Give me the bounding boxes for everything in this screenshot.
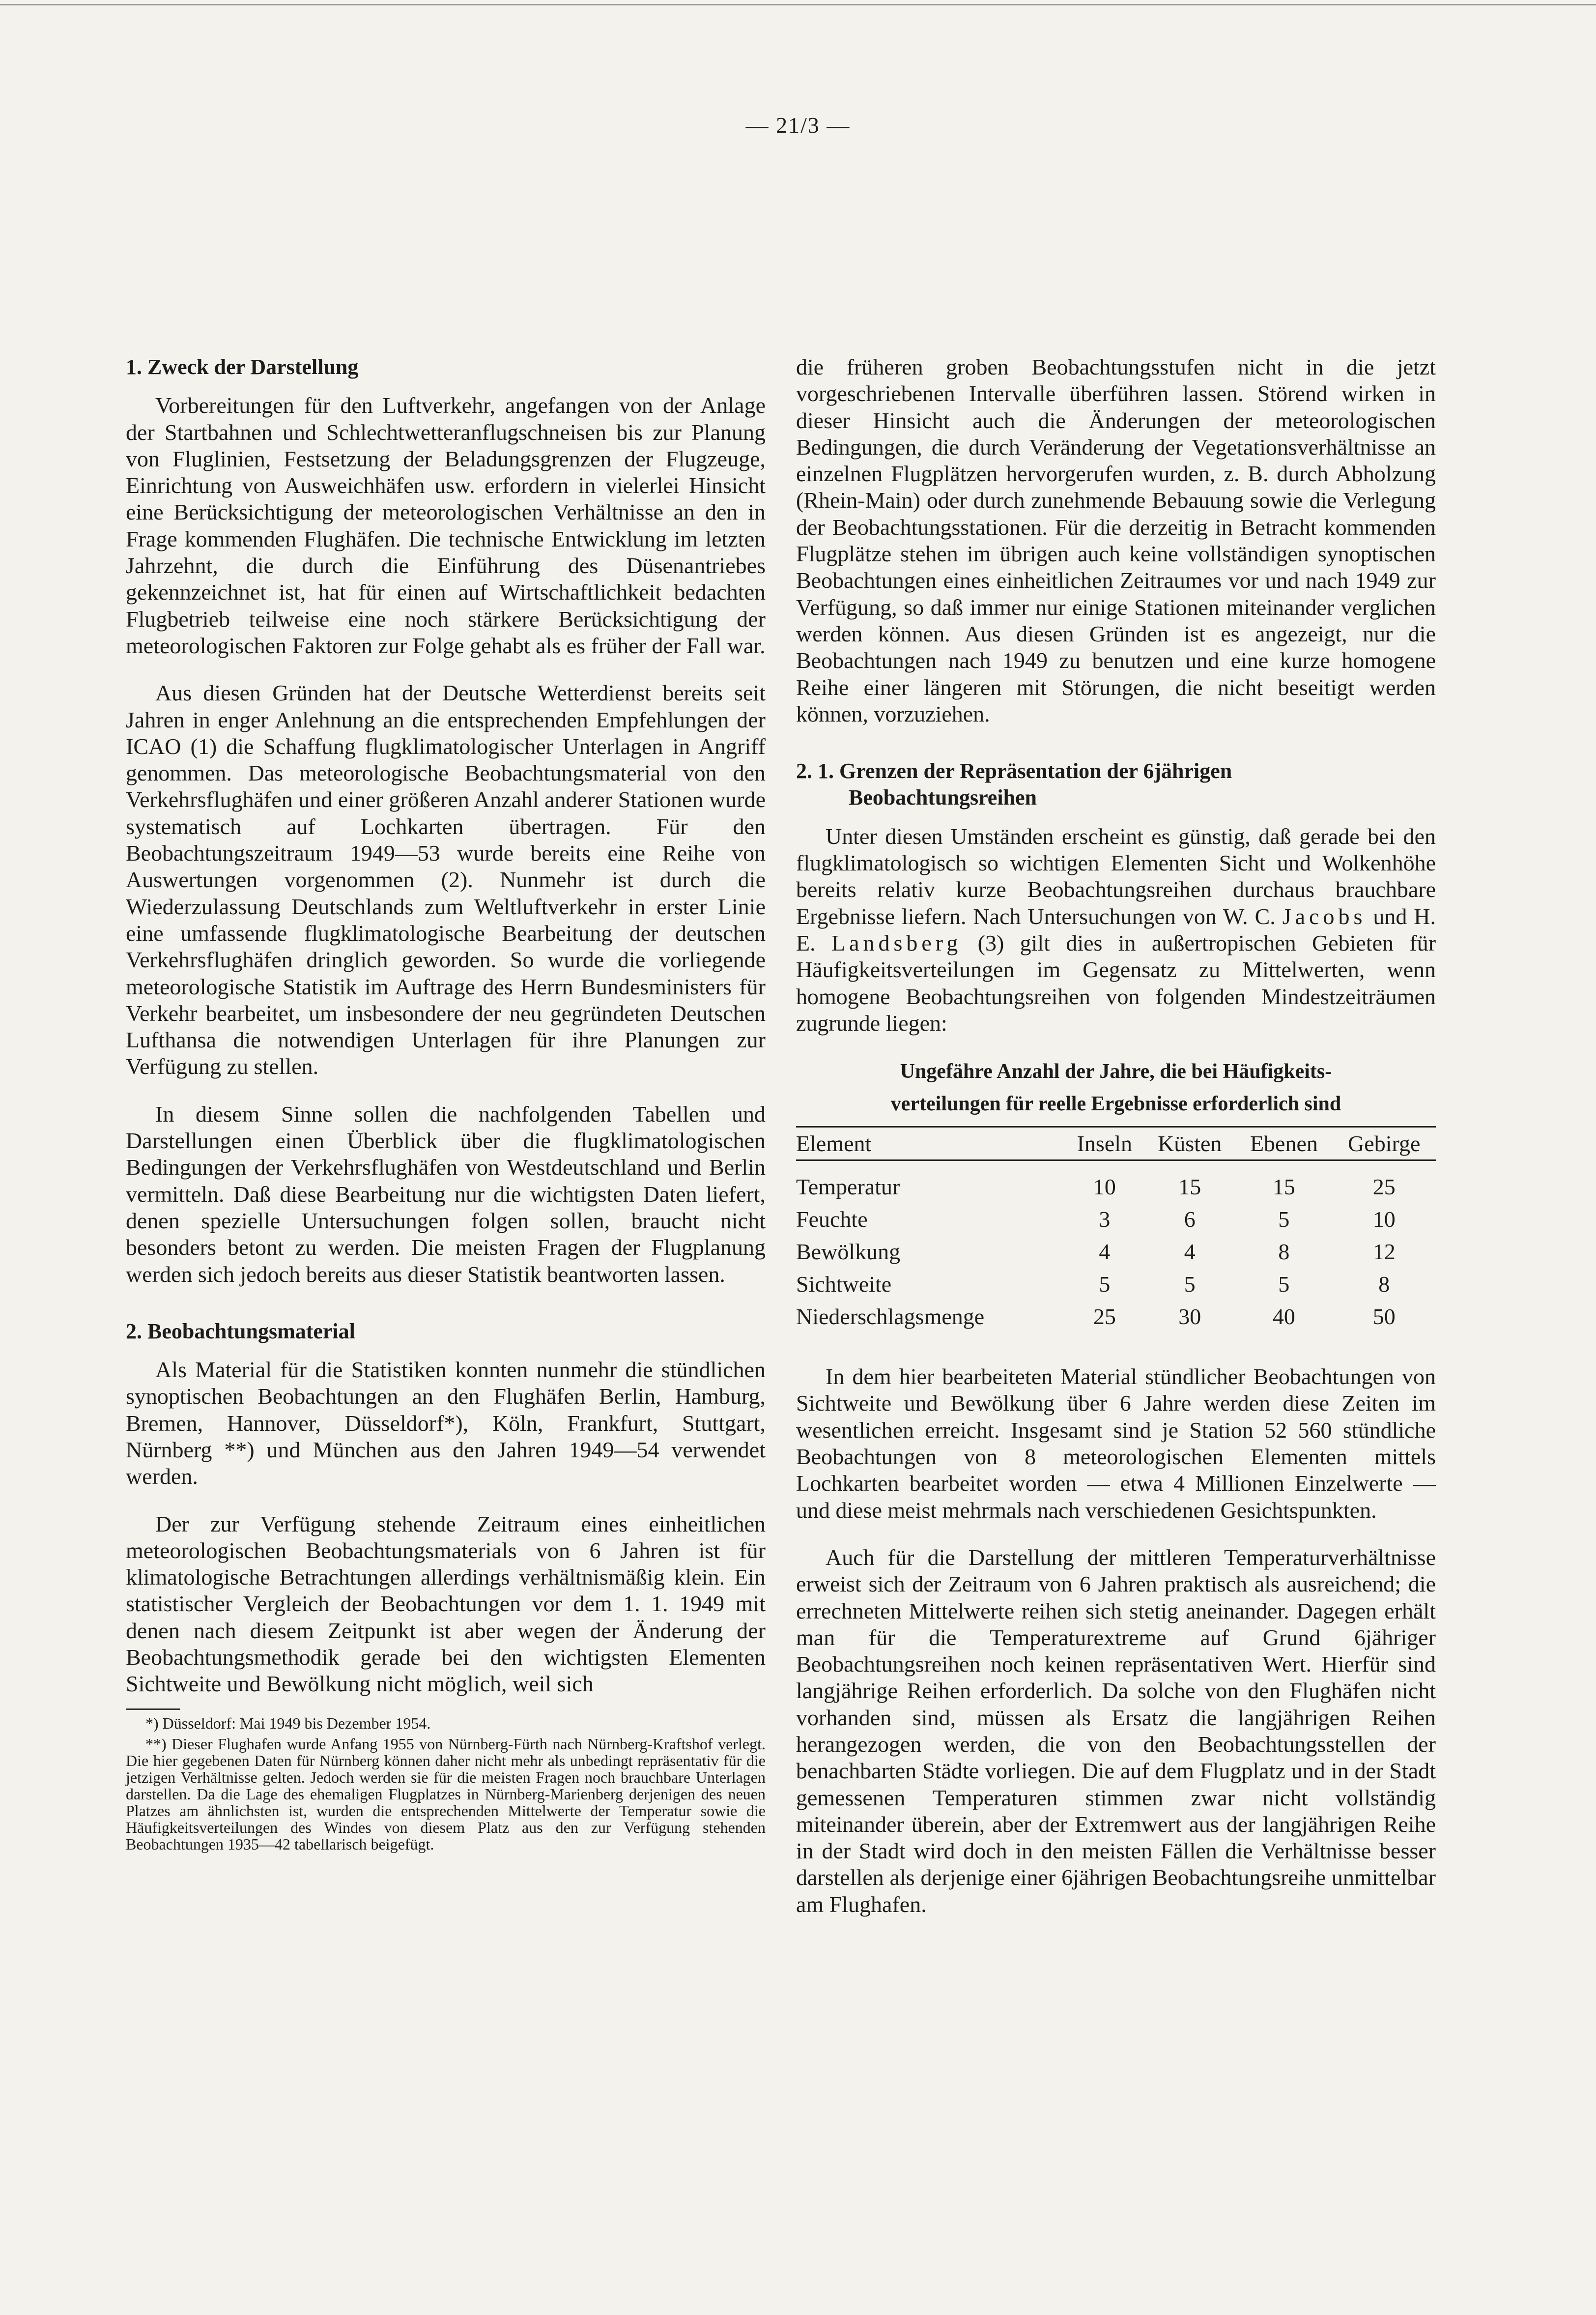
author-name: Jacobs [1282,903,1367,929]
section-2-1-heading-line1: 2. 1. Grenzen der Repräsentation der 6jährigen [796,759,1232,783]
table-cell: 40 [1272,1304,1295,1330]
paragraph: Auch für die Darstellung der mittleren Temperaturverhältnisse erweist sich der Zeitraum von 6 Jahren praktisch als ausreichend; die errechneten Mittelwerte reihen sich stetig aneinander. Dagegen erhält man für die Temperaturextreme auf Grund 6jähriger Beobachtungsreihen noch keinen repräsentativen Wert. Hierfür sind langjährige Reihen erforderlich. Da solche von den Flughäfen nicht vorhanden sind, müssen als Ersatz die langjährigen Reihen herangezogen werden, die von den Beobachtungsstellen der benachbarten Städte vorliegen. Die auf dem Flugplatz und in der Stadt gemessenen Temperaturen stimmen zwar nicht vollständig miteinander überein, aber der Extremwert aus der langjährigen Reihe in der Stadt wird doch in den meisten Fällen die Verhältnisse besser darstellen als derjenige einer 6jährigen Beobachtungsreihe unmittelbar am Flughafen. [796,1544,1436,1917]
table-cell: 25 [1093,1304,1116,1330]
table-header: Gebirge [1332,1127,1436,1160]
page-number: — 21/3 — [745,113,851,138]
paragraph: Der zur Verfügung stehende Zeitraum eines einheitlichen meteorologischen Beobachtungsmaterials von 6 Jahren ist für klimatologische Betrachtungen allerdings verhältnismäßig klein. Ein statistischer Vergleich der Beobachtungen vor dem 1. 1. 1949 mit denen nach diesem Zeitpunkt ist aber wegen der Änderung der Beobachtungsmethodik gerade bei den wichtigsten Elementen Sichtweite und Bewölkung nicht möglich, weil sich [126,1511,766,1697]
table-title-line: Ungefähre Anzahl der Jahre, die bei Häufigkeits- [900,1060,1332,1083]
right-column [796,354,1436,1918]
table-cell: 5 [1184,1272,1196,1297]
table-cell: 25 [1372,1174,1396,1200]
table-cell: 15 [1178,1174,1201,1200]
table-cell: 3 [1099,1207,1111,1232]
paragraph: Aus diesen Gründen hat der Deutsche Wetterdienst bereits seit Jahren in enger Anlehnung an die entsprechenden Empfehlungen der ICAO (1) die Schaffung flugklimatologischer Unterlagen in Angriff genommen. Das meteorologische Beobachtungsmaterial von den Verkehrsflughäfen und einer größeren Anzahl anderer Stationen wurde systematisch auf Lochkarten übertragen. Für den Beobachtungszeitraum 1949—53 wurde bereits eine Reihe von Auswertungen vorgenommen (2). Nunmehr ist durch die Wiederzulassung Deutschlands zum Weltluftverkehr in erster Linie eine umfassende flugklimatologische Bearbeitung der deutschen Verkehrsflughäfen dringlich geworden. So wurde die vorliegende meteorologische Statistik im Auftrage des Herrn Bundesministers für Verkehr bearbeitet, um insbesondere der neu gegründeten Deutschen Lufthansa die notwendigen Unterlagen für ihre Planungen zur Verfügung zu stellen. [126,680,766,1079]
top-border-line [0,4,1596,5]
table-cell: 5 [1099,1272,1111,1297]
left-column [126,354,766,1856]
table-cell: 30 [1178,1304,1201,1330]
author-name: Landsberg [831,930,962,955]
table-row [796,1268,1436,1301]
paragraph: Vorbereitungen für den Luftverkehr, angefangen von der Anlage der Startbahnen und Schlechtwetteranflugschneisen bis zur Planung von Fluglinien, Festsetzung der Beladungsgrenzen der Flugzeuge, Einrichtung von Ausweichhäfen usw. erfordern in vielerlei Hinsicht eine Berücksichtigung der meteorologischen Verhältnisse an den in Frage kommenden Flughäfen. Die technische Entwicklung im letzten Jahrzehnt, die durch die Einführung des Düsenantriebes gekennzeichnet ist, hat für einen auf Wirtschaftlichkeit bedachten Flugbetrieb teilweise eine noch stärkere Berücksichtigung der meteorologischen Faktoren zur Folge gehabt als es früher der Fall war. [126,393,766,658]
table-row [796,1160,1436,1204]
table-cell: Temperatur [796,1174,900,1200]
table-cell: Bewölkung [796,1239,901,1265]
table-cell: Feuchte [796,1207,868,1232]
table-cell: Niederschlagsmenge [796,1304,985,1330]
table-cell: 4 [1099,1239,1111,1265]
table-cell: 5 [1278,1207,1290,1232]
table-cell: 50 [1372,1304,1396,1330]
footnote: **) Dieser Flughafen wurde Anfang 1955 von Nürnberg-Fürth nach Nürnberg-Kraftshof verlegt. Die hier gegebenen Daten für Nürnberg können daher nicht mehr als unbedingt repräsentativ für die jetzigen Verhältnisse gelten. Jedoch werden sie für die meisten Fragen noch brauchbare Unterlagen darstellen. Da die Lage des ehemaligen Flugplatzes in Nürnberg-Marienberg derjenigen des neuen Platzes am ähnlichsten ist, wurden die entsprechenden Mittelwerte der Temperatur sowie die Häufigkeitsverteilungen des Windes von diesem Platz aus den zur Verfügung stehenden Beobachtungen 1935—42 tabellarisch beigefügt. [126,1735,766,1853]
table-cell: 4 [1184,1239,1196,1265]
table-cell: 10 [1372,1207,1396,1232]
table-row [796,1236,1436,1268]
table-header: Ebenen [1235,1127,1332,1160]
paragraph [796,823,1436,1037]
table-cell: 12 [1372,1239,1396,1265]
paragraph: Als Material für die Statistiken konnten nunmehr die stündlichen synoptischen Beobachtungen an den Flughäfen Berlin, Hamburg, Bremen, Hannover, Düsseldorf*), Köln, Frankfurt, Stuttgart, Nürnberg **) und München aus den Jahren 1949—54 verwendet werden. [126,1357,766,1489]
table-header: Element [796,1127,1065,1160]
section-2-1-heading-line2: Beobachtungsreihen [849,785,1037,810]
table-cell: 6 [1184,1207,1196,1232]
footnote: *) Düsseldorf: Mai 1949 bis Dezember 1954. [145,1714,431,1732]
paragraph: In dem hier bearbeiteten Material stündlicher Beobachtungen von Sichtweite und Bewölkung über 6 Jahre werden diese Zeiten im wesentlichen erreicht. Insgesamt sind je Station 52 560 stündliche Beobachtungen von 8 meteorologischen Elementen mittels Lochkarten bearbeitet worden — etwa 4 Millionen Einzelwerte — und diese meist mehrmals nach verschiedenen Gesichtspunkten. [796,1364,1436,1523]
table-cell: 15 [1272,1174,1295,1200]
section-1-heading: 1. Zweck der Darstellung [126,355,359,379]
paragraph: die früheren groben Beobachtungsstufen nicht in die jetzt vorgeschriebenen Intervalle überführen lassen. Störend wirken in dieser Hinsicht auch die Änderungen der meteorologischen Bedingungen, die durch Veränderung der Vegetationsverhältnisse an einzelnen Flugplätzen hervorgerufen wurden, z. B. durch Abholzung (Rhein-Main) oder durch zunehmende Bebauung sowie die Verlegung der Beobachtungsstationen. Für die derzeitig in Betracht kommenden Flugplätze stehen im übrigen auch keine vollständigen synoptischen Beobachtungen eines einheitlichen Zeitraumes vor und nach 1949 zur Verfügung, so daß immer nur einige Stationen miteinander verglichen werden können. Aus diesen Gründen ist es angezeigt, nur die Beobachtungen nach 1949 zu benutzen und eine kurze homogene Reihe einer längeren mit Störungen, die nicht beseitigt werden können, vorzuziehen. [796,354,1436,726]
table-row [796,1203,1436,1236]
table-header: Inseln [1065,1127,1144,1160]
table-title [796,1055,1436,1120]
paragraph-text: und H. E. [796,903,1436,955]
footnote-divider [126,1708,180,1710]
footnotes [126,1715,766,1852]
years-table [796,1126,1436,1333]
section-2-1-heading [796,758,1436,811]
paragraph-text: (3) gilt dies in außertropischen Gebieten für Häufigkeitsverteilungen im Gegensatz zu Mittelwerten, wenn homogene Beobachtungsreihen von folgenden Mindestzeiträumen zugrunde liegen: [796,930,1436,1036]
section-2-heading: 2. Beobachtungsmaterial [126,1319,355,1343]
table-cell: 5 [1278,1272,1290,1297]
table-row [796,1301,1436,1333]
table-cell: Sichtweite [796,1272,892,1297]
table-header: Küsten [1144,1127,1235,1160]
paragraph-text: Unter diesen Umständen erscheint es günstig, daß gerade bei den flugklimatologisch so wichtigen Elementen Sicht und Wolkenhöhe bereits relativ kurze Beobachtungsreihen durchaus brauchbare Ergebnisse liefern. Nach Untersuchungen von W. C. [796,823,1436,929]
table-title-line: verteilungen für reelle Ergebnisse erforderlich sind [890,1093,1341,1116]
table-header-row [796,1127,1436,1160]
table-cell: 8 [1378,1272,1390,1297]
paragraph: In diesem Sinne sollen die nachfolgenden Tabellen und Darstellungen einen Überblick über die flugklimatologischen Bedingungen der Verkehrsflughäfen von Westdeutschland und Berlin vermitteln. Daß diese Bearbeitung nur die wichtigsten Daten liefert, denen spezielle Untersuchungen folgen sollen, braucht nicht besonders betont zu werden. Die meisten Fragen der Flugplanung werden sich jedoch bereits aus dieser Statistik beantworten lassen. [126,1101,766,1287]
table-cell: 10 [1093,1174,1116,1200]
table-cell: 8 [1278,1239,1290,1265]
